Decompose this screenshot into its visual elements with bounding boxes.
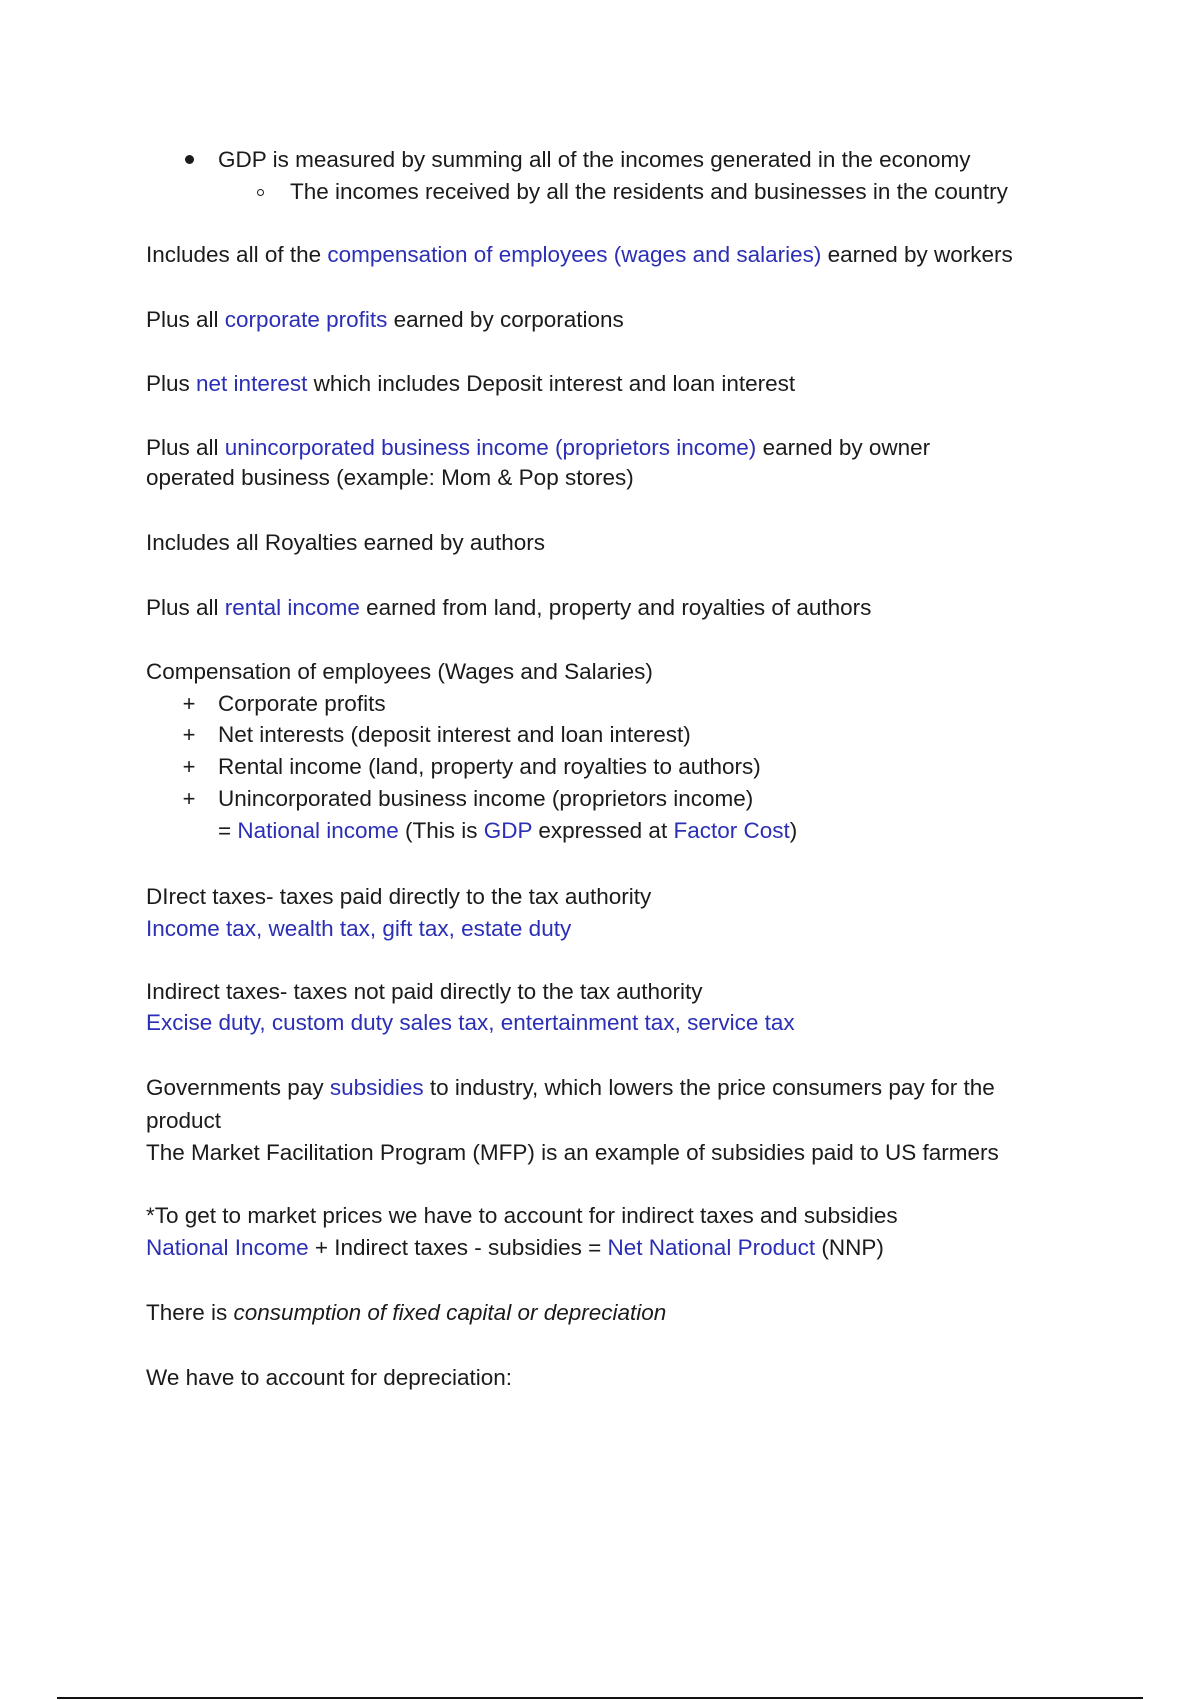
text: earned by workers <box>821 242 1013 267</box>
para-mfp: The Market Facilitation Program (MFP) is an example of subsidies paid to US farmers <box>146 1140 999 1165</box>
plus-icon: + <box>182 722 196 747</box>
formula-head: Compensation of employees (Wages and Salaries) <box>146 659 653 684</box>
link-subsidies: subsidies <box>329 1075 424 1100</box>
para-unincorporated-line2: operated business (example: Mom & Pop stores) <box>146 465 634 490</box>
text: earned by owner <box>756 435 931 460</box>
para-corporate <box>146 304 624 336</box>
direct-taxes-title: DIrect taxes- taxes paid directly to the tax authority <box>146 884 652 909</box>
link-unincorporated: unincorporated business income (proprietors income) <box>224 435 757 460</box>
text: There is <box>146 1300 234 1325</box>
text: Plus all <box>146 595 225 620</box>
text: earned by corporations <box>387 307 624 332</box>
link-compensation: compensation of employees (wages and salaries) <box>327 242 822 267</box>
text: earned from land, property and royalties of authors <box>359 595 872 620</box>
text: Governments pay <box>146 1075 330 1100</box>
link-gdp: GDP <box>483 818 533 843</box>
plus-icon: + <box>182 786 196 811</box>
para-account-depreciation: We have to account for depreciation: <box>146 1365 513 1390</box>
text: to industry, which lowers the price consumers pay for the <box>423 1075 995 1100</box>
text: + Indirect taxes - subsidies = <box>308 1235 608 1260</box>
formula-result <box>218 815 797 847</box>
text: which includes Deposit interest and loan interest <box>307 371 796 396</box>
formula-item: Unincorporated business income (proprietors income) <box>218 786 754 811</box>
text: Includes all of the <box>146 242 328 267</box>
para-rental <box>146 592 871 624</box>
link-factor-cost: Factor Cost <box>673 818 790 843</box>
para-depreciation <box>146 1297 666 1329</box>
plus-icon: + <box>182 691 196 716</box>
text: (NNP) <box>815 1235 884 1260</box>
bullet-sub: The incomes received by all the residents and businesses in the country <box>290 179 1008 204</box>
text: Plus all <box>146 307 225 332</box>
link-net-national-product: Net National Product <box>607 1235 816 1260</box>
text: Plus <box>146 371 197 396</box>
indirect-taxes-examples: Excise duty, custom duty sales tax, entertainment tax, service tax <box>146 1010 795 1035</box>
indirect-taxes-title: Indirect taxes- taxes not paid directly to the tax authority <box>146 979 703 1004</box>
text: expressed at <box>532 818 674 843</box>
italic-depreciation: consumption of fixed capital or depreciation <box>233 1300 667 1325</box>
bullet-dot-icon <box>185 155 194 164</box>
bullet-main: GDP is measured by summing all of the incomes generated in the economy <box>218 147 971 172</box>
para-subsidies <box>146 1072 995 1104</box>
link-rental-income: rental income <box>224 595 360 620</box>
text: ) <box>789 818 798 843</box>
formula-item: Rental income (land, property and royalties to authors) <box>218 754 761 779</box>
para-subsidies-line2: product <box>146 1108 222 1133</box>
link-net-interest: net interest <box>196 371 308 396</box>
para-market-prices: *To get to market prices we have to account for indirect taxes and subsidies <box>146 1203 898 1228</box>
para-net-interest <box>146 368 795 400</box>
link-national-income: National income <box>237 818 399 843</box>
formula-item: Corporate profits <box>218 691 386 716</box>
direct-taxes-examples: Income tax, wealth tax, gift tax, estate duty <box>146 916 572 941</box>
page-bottom-rule <box>57 1697 1143 1699</box>
formula-item: Net interests (deposit interest and loan interest) <box>218 722 691 747</box>
para-royalties: Includes all Royalties earned by authors <box>146 530 545 555</box>
text: (This is <box>398 818 484 843</box>
para-unincorporated <box>146 432 930 464</box>
link-corporate-profits: corporate profits <box>224 307 388 332</box>
plus-icon: + <box>182 754 196 779</box>
link-national-income: National Income <box>146 1235 309 1260</box>
text: Plus all <box>146 435 225 460</box>
para-nnp-formula <box>146 1232 884 1264</box>
para-compensation <box>146 239 1013 271</box>
text: = <box>218 818 238 843</box>
bullet-ring-icon <box>257 189 264 196</box>
